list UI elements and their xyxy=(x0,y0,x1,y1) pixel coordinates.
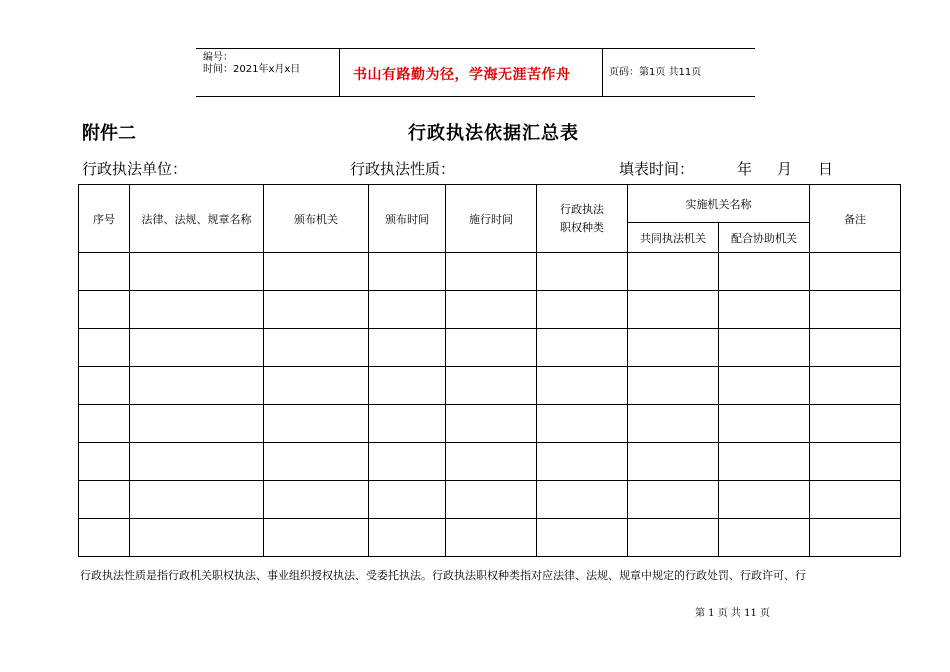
col-header-law-name: 法律、法规、规章名称 xyxy=(130,185,264,253)
enforcement-basis-table xyxy=(78,184,901,557)
date-day: 日 xyxy=(818,160,834,178)
header-bottom-rule xyxy=(196,96,755,97)
col-header-authority-type xyxy=(537,185,628,253)
footnote: 行政执法性质是指行政机关职权执法、事业组织授权执法、受委托执法。行政执法职权种类指对应法律、法规、规章中规定的行政处罚、行政许可、行 xyxy=(80,569,806,582)
header-divider-left xyxy=(339,48,340,96)
table-row xyxy=(79,253,901,291)
col-header-effective-time: 施行时间 xyxy=(446,185,537,253)
header-motto: 书山有路勤为径，学海无涯苦作舟 xyxy=(353,67,571,83)
table-row xyxy=(79,291,901,329)
col-header-assist-org: 配合协助机关 xyxy=(719,223,810,253)
authority-type-line1: 行政执法 xyxy=(560,202,604,216)
col-header-seq: 序号 xyxy=(79,185,130,253)
table-row xyxy=(79,519,901,557)
col-header-implementing-org: 实施机关名称 xyxy=(628,185,810,223)
authority-type-line2: 职权种类 xyxy=(560,220,604,234)
table-row xyxy=(79,443,901,481)
attachment-label: 附件二 xyxy=(82,123,136,144)
col-header-issuer: 颁布机关 xyxy=(264,185,369,253)
table-row xyxy=(79,329,901,367)
date-label: 填表时间： xyxy=(619,160,695,178)
nature-label: 行政执法性质： xyxy=(350,160,456,178)
page-code: 页码：第1页 共11页 xyxy=(609,67,702,78)
date-month: 月 xyxy=(777,160,793,178)
date-year: 年 xyxy=(737,160,753,178)
header-top-rule xyxy=(196,48,755,49)
doc-time-label: 时间：2021年x月x日 xyxy=(203,64,301,75)
unit-label: 行政执法单位： xyxy=(82,160,188,178)
table-row xyxy=(79,367,901,405)
page-title: 行政执法依据汇总表 xyxy=(408,123,579,144)
col-header-issue-time: 颁布时间 xyxy=(369,185,446,253)
col-header-remark: 备注 xyxy=(810,185,901,253)
table-row xyxy=(79,481,901,519)
doc-number-label: 编号： xyxy=(203,52,233,63)
col-header-joint-org: 共同执法机关 xyxy=(628,223,719,253)
header-divider-right xyxy=(602,48,603,96)
page-footer: 第 1 页 共 11 页 xyxy=(695,608,770,619)
table-row xyxy=(79,405,901,443)
